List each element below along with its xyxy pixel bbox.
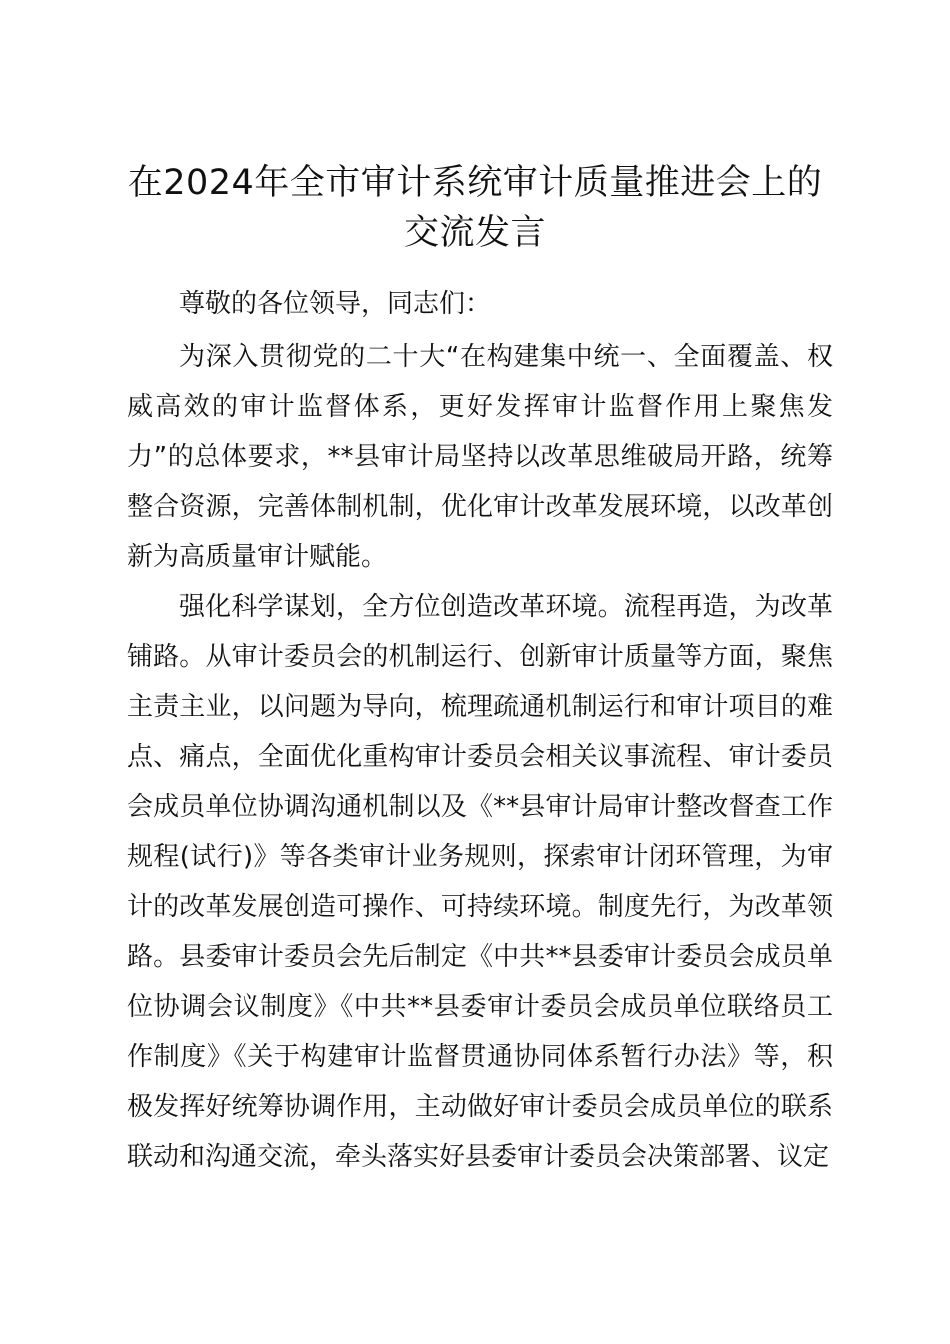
salutation: 尊敬的各位领导，同志们：	[179, 289, 492, 319]
paragraph-planning: 强化科学谋划，全方位创造改革环境。流程再造，为改革铺路。从审计委员会的机制运行、创新审计质量等方面，聚焦主责主业，以问题为导向，梳理疏通机制运行和审计项目的难点、痛点，全面优化重构审计委员会相关议事流程、审计委员会成员单位协调沟通机制以及《**县审计局审计整改督查工作规程(试行)》等各类审计业务规则，探索审计闭环管理，为审计的改革发展创造可操作、可持续环境。制度先行，为改革领路。县委审计委员会先后制定《中共**县委审计委员会成员单位协调会议制度》《中共**县委审计委员会成员单位联络员工作制度》《关于构建审计监督贯通协同体系暂行办法》等，积极发挥好统筹协调作用，主动做好审计委员会成员单位的联系联动和沟通交流，牵头落实好县委审计委员会决策部署、议定	[127, 592, 833, 1172]
document-title: 在2024年全市审计系统审计质量推进会上的交流发言	[127, 163, 823, 253]
document-body	[127, 280, 833, 1182]
paragraph-intro: 为深入贯彻党的二十大“在构建集中统一、全面覆盖、权威高效的审计监督体系，更好发挥审计监督作用上聚焦发力”的总体要求，**县审计局坚持以改革思维破局开路，统筹整合资源，完善体制机制，优化审计改革发展环境，以改革创新为高质量审计赋能。	[127, 342, 833, 572]
